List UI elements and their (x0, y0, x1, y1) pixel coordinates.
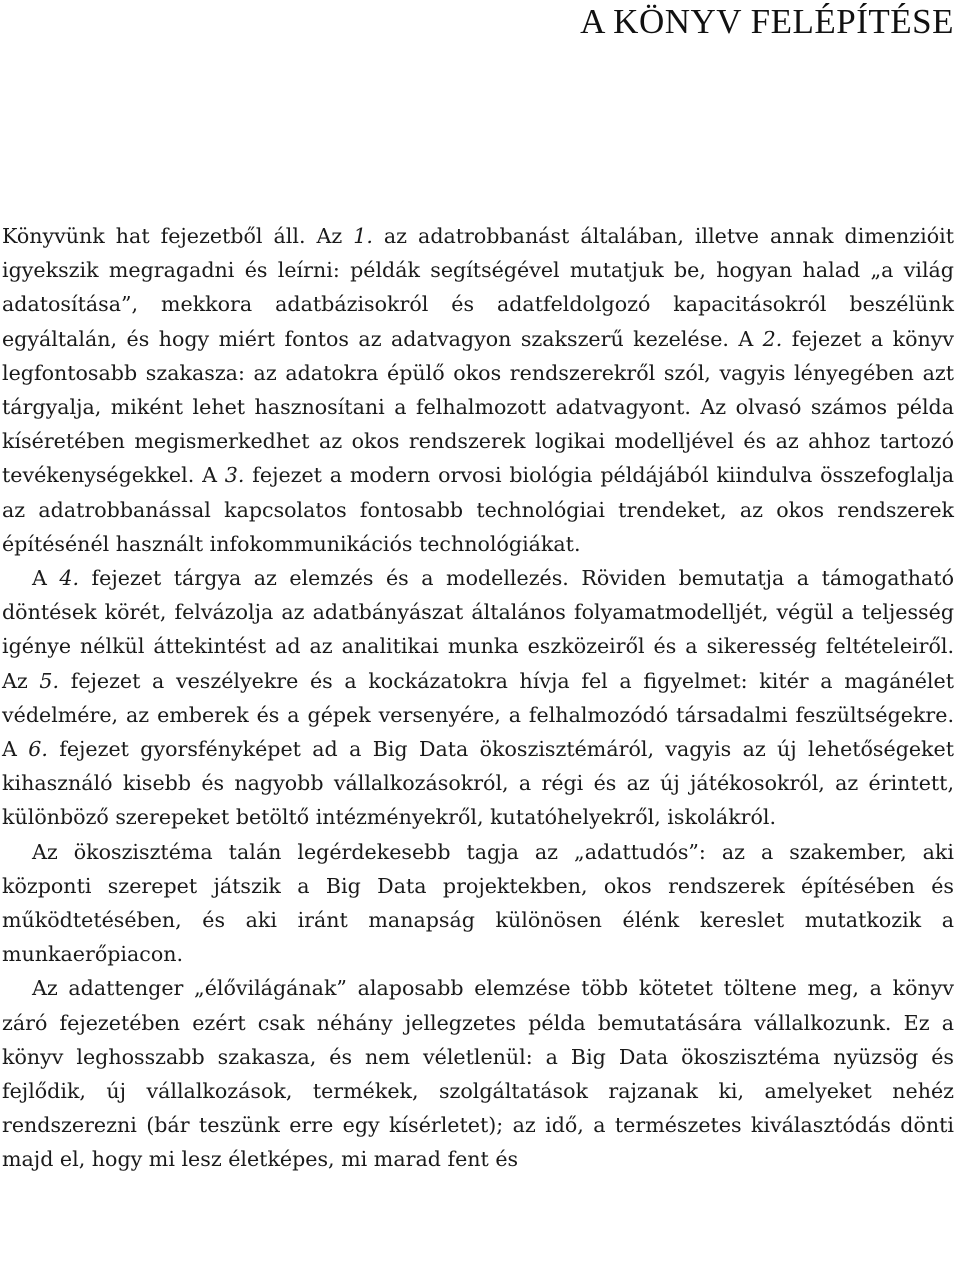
text-run: Az adattenger „élővilágának” alaposabb elemzése több kötetet töltene meg, a könyv záró fejezetében ezért csak néhány jellegzetes példa bemutatására vállalkozunk. Ez a könyv leghosszabb szakasza, és nem véletlenül: a Big Data ökoszisztéma nyüzsög és fejlődik, új vállalkozások, termékek, szolgáltatások rajzanak ki, amelyeket nehéz rendszerezni (bár teszünk erre egy kísérletet); az idő, a természetes kiválasztódás dönti majd el, hogy mi lesz életképes, mi marad fent és (2, 976, 954, 1172)
text-run: fejezet gyorsfényképet ad a Big Data ökoszisztémáról, vagyis az új lehetőségeket kihasználó kisebb és nagyobb vállalkozásokról, a régi és az új játékosokról, az érintett, különböző szerepeket betöltő intézményekről, kutatóhelyekről, iskolákról. (2, 737, 955, 830)
paragraph-4 (2, 971, 954, 1176)
paragraph-2 (2, 561, 954, 835)
text-run: A (32, 566, 60, 591)
chapter-number: 3. (224, 463, 245, 488)
paragraph-1 (2, 219, 954, 561)
chapter-number: 2. (762, 326, 783, 351)
text-run: Az ökoszisztéma talán legérdekesebb tagja az „adattudós”: az a szakember, aki központi szerepet játszik a Big Data projektekben, okos rendszerek építésében és működtetésében, és aki iránt manapság különösen élénk kereslet mutatkozik a munkaerőpiacon. (2, 839, 954, 967)
text-run: az adatrobbanást általában, illetve annak dimenzióit igyekszik megragadni és leírni: példák segítségével mutatjuk be, hogyan halad „a világ adatosítása”, mekkora adatbázisokról és adatfeldolgozó kapacitásokról beszélünk egyáltalán, és hogy miért fontos az adatvagyon szakszerű kezelése. A (2, 224, 954, 351)
chapter-number: 4. (59, 566, 80, 591)
body-text (2, 219, 954, 1177)
text-run: Könyvünk hat fejezetből áll. Az (2, 224, 354, 248)
paragraph-3 (2, 835, 954, 972)
chapter-number: 1. (353, 224, 373, 248)
text-run: fejezet a veszélyekre és a kockázatokra hívja fel a figyelmet: kitér a magánélet védelmére, az emberek és a gépek versenyére, a felhalmozódó társadalmi feszültségekre. A (2, 668, 954, 762)
page-title: A KÖNYV FELÉPÍTÉSE (580, 2, 954, 41)
chapter-number: 5. (39, 668, 60, 693)
text-run: fejezet tárgya az elemzés és a modellezés. Röviden bemutatja a támogatható döntések körét, felvázolja az adatbányászat általános folyamatmodelljét, végül a teljesség igénye nélkül áttekintést ad az analitikai munka eszközeiről és a sikeresség feltételeiről. Az (2, 566, 954, 693)
text-run: fejezet a könyv legfontosabb szakasza: az adatokra épülő okos rendszerekről szól, vagyis lényegében azt tárgyalja, miként lehet hasznosítani a felhalmozott adatvagyont. Az olvasó számos példa kíséretében megismerkedhet az okos rendszerek logikai modelljével és az ahhoz tartozó tevékenységekkel. A (2, 326, 955, 488)
chapter-number: 6. (28, 737, 48, 762)
text-run: fejezet a modern orvosi biológia példájából kiindulva összefoglalja az adatrobbanással kapcsolatos fontosabb technológiai trendeket, az okos rendszerek építésénél használt infokommunikációs technológiákat. (2, 463, 955, 556)
